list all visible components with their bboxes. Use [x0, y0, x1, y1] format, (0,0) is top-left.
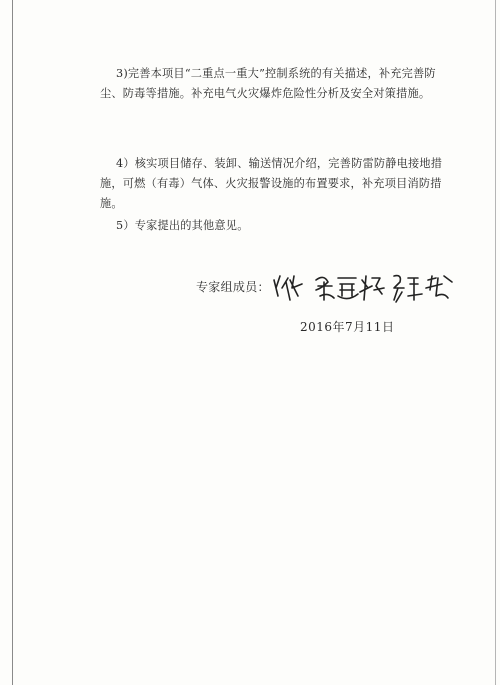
paragraph-item-3 — [100, 64, 445, 104]
signers-label: 专家组成员： — [196, 280, 270, 294]
paragraph-item-5 — [100, 216, 445, 236]
document-date: 2016年7月11日 — [300, 320, 395, 334]
left-margin-line — [12, 0, 13, 685]
paragraph-item-4 — [100, 154, 445, 214]
paragraph-item-5-text: 5）专家提出的其他意见。 — [116, 219, 249, 232]
paragraph-item-3-text: 3)完善本项目“二重点一重大”控制系统的有关描述，补充完善防尘、防毒等措施。补充电气火灾爆炸危险性分析及安全对策措施。 — [100, 67, 436, 100]
paragraph-item-4-text: 4）核实项目储存、装卸、输送情况介绍，完善防雷防静电接地措施，可燃（有毒）气体、火灾报警设施的布置要求，补充项目消防措施。 — [100, 157, 443, 210]
right-edge-line — [495, 0, 496, 685]
expert-signatures — [196, 266, 476, 306]
handwritten-signatures — [268, 266, 464, 306]
